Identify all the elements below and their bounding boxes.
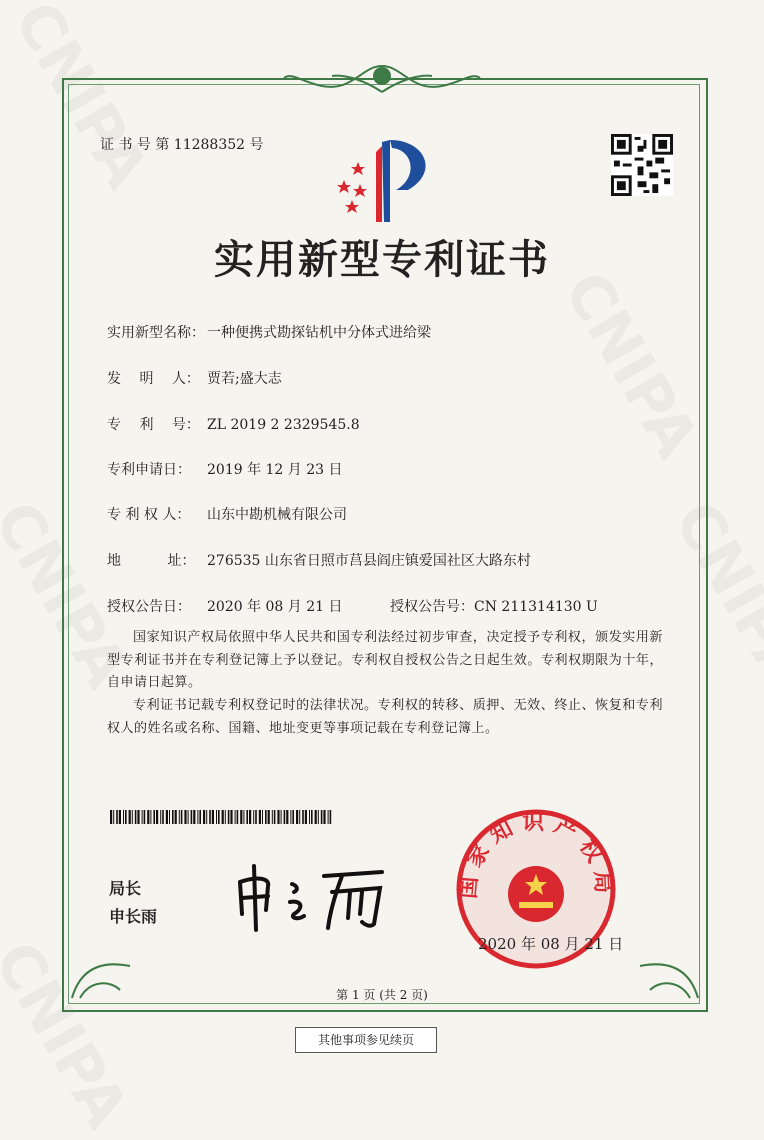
barcode-bar (265, 810, 267, 824)
barcode-bar (292, 810, 294, 824)
barcode-bar (318, 810, 319, 824)
certificate-number: 证 书 号 第 11288352 号 (100, 137, 264, 153)
seal-date: 2020 年 08 月 21 日 (478, 935, 624, 953)
barcode-bar (119, 810, 121, 824)
barcode-bar (330, 810, 332, 824)
barcode-bar (315, 810, 317, 824)
barcode-bar (249, 810, 251, 824)
barcode-bar (147, 810, 149, 824)
barcode-bar (212, 810, 214, 824)
barcode-bar (153, 810, 155, 824)
barcode-bar (142, 810, 143, 824)
field-patentee (107, 504, 347, 524)
field-grant-date (107, 596, 343, 616)
barcode-bar (299, 810, 300, 824)
barcode-bar (166, 810, 168, 824)
barcode-bar (179, 810, 180, 824)
field-application-date (107, 459, 343, 479)
barcode-bar (274, 810, 276, 824)
barcode-bar (181, 810, 183, 824)
barcode-bar (253, 810, 254, 824)
barcode-bar (286, 810, 288, 824)
signatory-name: 申长雨 (109, 907, 158, 926)
barcode-bar (246, 810, 248, 824)
field-value: 2020 年 08 月 21 日 (207, 599, 343, 615)
barcode-bar (268, 810, 270, 824)
barcode-bar (116, 810, 118, 824)
field-label: 授权公告号： (390, 599, 474, 615)
barcode-bar (237, 810, 239, 824)
barcode-bar (305, 810, 307, 824)
statement-paragraph: 国家知识产权局依照中华人民共和国专利法经过初步审查，决定授予专利权，颁发实用新型专利证书并在专利登记簿上予以登记。专利权自授权公告之日起生效。专利权期限为十年，自申请日起算。 (107, 630, 663, 690)
barcode-bar (218, 810, 220, 824)
barcode-bar (188, 810, 189, 824)
barcode-bar (309, 810, 310, 824)
barcode-bar (110, 810, 112, 824)
field-value: 贾若;盛大志 (207, 371, 282, 387)
field-value: ZL 2019 2 2329545.8 (207, 417, 360, 433)
field-label: 地 址： (107, 553, 196, 569)
barcode-bar (175, 810, 177, 824)
signatory-title: 局长 (109, 879, 142, 898)
barcode-bar (206, 810, 207, 824)
barcode-bar (296, 810, 298, 824)
field-label: 实用新型名称： (107, 325, 205, 341)
barcode-bar (222, 810, 224, 824)
barcode-bar (113, 810, 114, 824)
barcode-bar (255, 810, 257, 824)
field-value: 2019 年 12 月 23 日 (207, 462, 343, 478)
field-inventor (107, 368, 282, 388)
top-ornament-icon (282, 62, 482, 96)
barcode-bar (129, 810, 131, 824)
field-value: 山东中勘机械有限公司 (207, 507, 347, 523)
field-value: CN 211314130 U (474, 599, 598, 615)
barcode-bar (311, 810, 313, 824)
barcode-bar (277, 810, 279, 824)
barcode-bar (197, 810, 198, 824)
barcode-bar (230, 810, 232, 824)
barcode-bar (203, 810, 205, 824)
barcode-bar (321, 810, 323, 824)
barcode-bar (225, 810, 226, 824)
barcode-bar (235, 810, 236, 824)
barcode-bar (328, 810, 329, 824)
barcode-bar (160, 810, 161, 824)
barcode (110, 810, 332, 824)
barcode-bar (216, 810, 217, 824)
barcode-bar (323, 810, 325, 824)
barcode-bar (243, 810, 244, 824)
barcode-bar (290, 810, 291, 824)
barcode-bar (150, 810, 151, 824)
barcode-bar (240, 810, 242, 824)
continued-note: 其他事项参见续页 (295, 1027, 437, 1053)
barcode-bar (184, 810, 186, 824)
field-address (107, 550, 531, 570)
field-value: 一种便携式勘探钻机中分体式进给梁 (207, 325, 431, 341)
page-number: 第 1 页 (共 2 页) (336, 988, 428, 1002)
barcode-bar (135, 810, 137, 824)
barcode-bar (281, 810, 282, 824)
field-label: 专 利 号： (107, 417, 200, 433)
barcode-bar (259, 810, 261, 824)
handwritten-signature (232, 862, 397, 932)
field-label: 专 利 权 人： (107, 507, 191, 523)
barcode-bar (262, 810, 263, 824)
barcode-bar (193, 810, 195, 824)
barcode-bar (199, 810, 201, 824)
barcode-bar (284, 810, 286, 824)
statement-paragraph: 专利证书记载专利权登记时的法律状况。专利权的转移、质押、无效、终止、恢复和专利权人的姓名或名称、国籍、地址变更等事项记载在专利登记簿上。 (107, 698, 663, 736)
page-title: 实用新型专利证书 (214, 236, 550, 283)
cnipa-logo (330, 132, 440, 224)
barcode-bar (172, 810, 174, 824)
barcode-bar (123, 810, 124, 824)
field-patent-number (107, 414, 360, 434)
qr-code (611, 134, 673, 196)
barcode-bar (228, 810, 230, 824)
barcode-bar (191, 810, 193, 824)
barcode-bar (137, 810, 139, 824)
field-label: 发 明 人： (107, 371, 200, 387)
svg-text:国家知识产权局: 国家知识产权局 (455, 809, 617, 902)
barcode-bar (156, 810, 158, 824)
barcode-bar (125, 810, 127, 824)
field-label: 授权公告日： (107, 599, 191, 615)
field-value: 276535 山东省日照市莒县阎庄镇爱国社区大路东村 (207, 553, 531, 569)
field-announcement-number (390, 596, 598, 616)
barcode-bar (144, 810, 146, 824)
barcode-bar (302, 810, 304, 824)
field-label: 专利申请日： (107, 462, 191, 478)
barcode-bar (162, 810, 164, 824)
barcode-bar (209, 810, 211, 824)
barcode-bar (169, 810, 170, 824)
field-utility-model-name (107, 322, 431, 342)
barcode-bar (132, 810, 133, 824)
barcode-bar (272, 810, 273, 824)
